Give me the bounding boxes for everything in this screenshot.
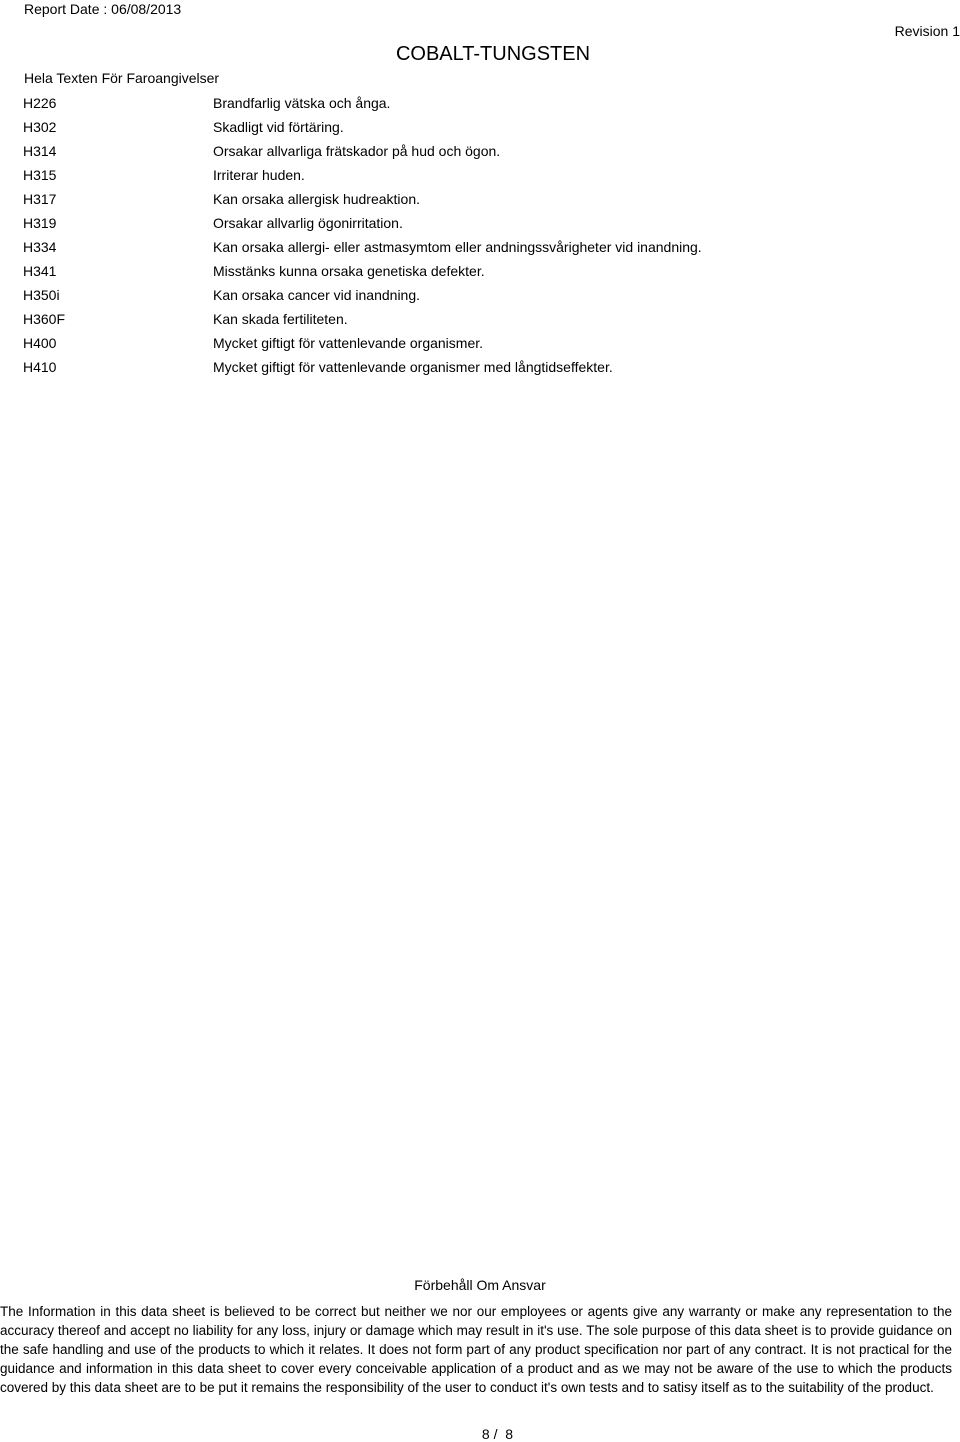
hazard-code: H226 [23, 95, 57, 111]
hazard-code: H334 [23, 239, 57, 255]
hazard-code: H341 [23, 263, 57, 279]
hazard-row [0, 214, 960, 238]
hazard-row [0, 142, 960, 166]
hazard-text: Orsakar allvarliga frätskador på hud och ögon. [213, 143, 501, 159]
hazard-section-heading: Hela Texten För Faroangivelser [24, 70, 220, 86]
hazard-text: Kan skada fertiliteten. [213, 311, 348, 327]
hazard-code: H400 [23, 335, 57, 351]
disclaimer-title: Förbehåll Om Ansvar [414, 1277, 546, 1293]
hazard-code: H410 [23, 359, 57, 375]
hazard-code: H360F [23, 311, 66, 327]
hazard-code: H315 [23, 167, 57, 183]
hazard-code: H314 [23, 143, 57, 159]
document-title: COBALT-TUNGSTEN [395, 43, 591, 65]
report-date: Report Date : 06/08/2013 [24, 1, 182, 17]
hazard-code: H350i [23, 287, 60, 303]
disclaimer-text: The Information in this data sheet is believed to be correct but neither we nor our employees or agents give any warranty or make any representation to the accuracy thereof and accept no liability for any loss, injury or damage which may result in it's use. The sole purpose of this data sheet is to provide guidance on the safe handling and use of the products to which it relates. It does not form part of any product specification nor part of any contract. It is not practical for the guidance and information in this data sheet to cover every conceivable application of a product and as we may not be aware of the use to which the products covered by this data sheet are to be put it remains the responsibility of the user to conduct it's own tests and to satisy itself as to the suitability of the product. [0, 1304, 952, 1395]
hazard-text: Irriterar huden. [213, 167, 305, 183]
hazard-row [0, 358, 960, 382]
revision-label: Revision 1 [894, 23, 960, 39]
hazard-row [0, 118, 960, 142]
hazard-row [0, 190, 960, 214]
hazard-code: H302 [23, 119, 57, 135]
hazard-code: H319 [23, 215, 57, 231]
hazard-row [0, 310, 960, 334]
hazard-text: Misstänks kunna orsaka genetiska defekter. [213, 263, 485, 279]
hazard-text: Skadligt vid förtäring. [213, 119, 344, 135]
hazard-row [0, 94, 960, 118]
hazard-text: Kan orsaka cancer vid inandning. [213, 287, 421, 303]
hazard-row [0, 238, 960, 262]
hazard-text: Brandfarlig vätska och ånga. [213, 95, 391, 111]
hazard-row [0, 166, 960, 190]
hazard-row [0, 262, 960, 286]
hazard-statement-list [0, 94, 960, 382]
page-number: 8 / 8 [481, 1426, 514, 1442]
hazard-code: H317 [23, 191, 57, 207]
hazard-text: Mycket giftigt för vattenlevande organismer. [213, 335, 484, 351]
hazard-text: Mycket giftigt för vattenlevande organismer med långtidseffekter. [213, 359, 613, 375]
hazard-row [0, 286, 960, 310]
hazard-text: Kan orsaka allergi- eller astmasymtom eller andningssvårigheter vid inandning. [213, 239, 702, 255]
hazard-row [0, 334, 960, 358]
hazard-text: Orsakar allvarlig ögonirritation. [213, 215, 403, 231]
hazard-text: Kan orsaka allergisk hudreaktion. [213, 191, 421, 207]
